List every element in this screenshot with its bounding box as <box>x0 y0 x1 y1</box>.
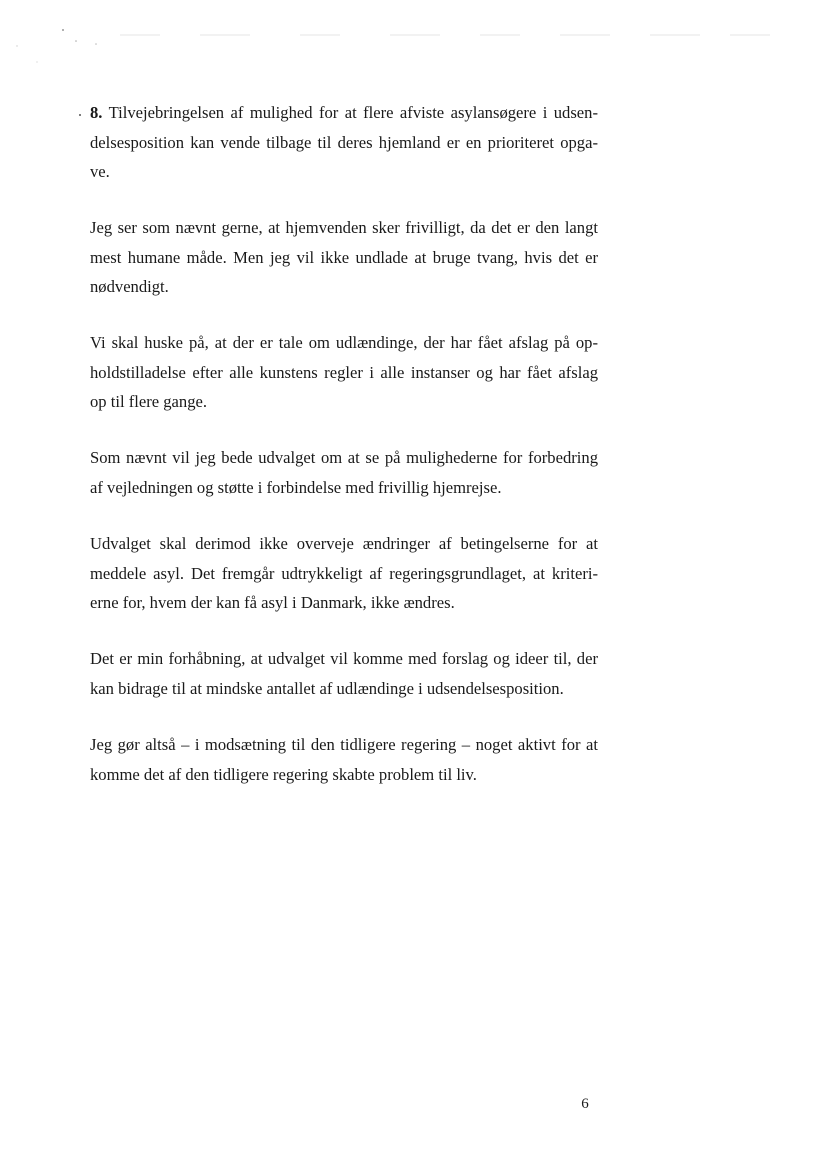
paragraph-line: delsesposition kan vende tilbage til deres hjemland er en prioriteret opga- <box>90 132 598 152</box>
paragraph-line: 8. Tilvejebringelsen af mulighed for at flere afviste asylansøgere i udsen- <box>90 103 598 122</box>
paragraph-line: kan bidrage til at mindske antallet af udlændinge i udsendelsesposition. <box>90 678 564 698</box>
paragraph-1 <box>90 98 598 187</box>
paragraph-line: holdstilladelse efter alle kunstens regler i alle instanser og har fået afslag <box>90 362 598 382</box>
section-number: 8. <box>90 103 103 122</box>
scan-artifacts <box>0 0 826 80</box>
paragraph-7 <box>90 730 598 789</box>
page-number: 6 <box>581 1096 589 1112</box>
paragraph-6 <box>90 644 598 703</box>
paragraph-line: ve. <box>90 162 110 181</box>
paragraph-line: Udvalget skal derimod ikke overveje ændringer af betingelserne for at <box>90 534 598 553</box>
paragraph-5 <box>90 529 598 618</box>
paragraph-line: erne for, hvem der kan få asyl i Danmark, ikke ændres. <box>90 593 455 612</box>
paragraph-line: Jeg gør altså – i modsætning til den tidligere regering – noget aktivt for at <box>90 735 598 754</box>
paragraph-line: op til flere gange. <box>90 392 208 411</box>
stray-mark <box>79 114 81 116</box>
paragraph-line: meddele asyl. Det fremgår udtrykkeligt af regeringsgrundlaget, at kriteri- <box>90 563 598 583</box>
paragraph-line: Jeg ser som nævnt gerne, at hjemvenden sker frivilligt, da det er den langt <box>90 218 598 237</box>
paragraph-line: Som nævnt vil jeg bede udvalget om at se på mulighederne for forbedring <box>90 448 598 467</box>
paragraph-line: nødvendigt. <box>90 277 169 296</box>
paragraph-line: Det er min forhåbning, at udvalget vil komme med forslag og ideer til, der <box>90 649 598 668</box>
paragraph-3 <box>90 328 598 417</box>
paragraph-2 <box>90 213 598 302</box>
paragraph-line: af vejledningen og støtte i forbindelse med frivillig hjemrejse. <box>90 477 502 497</box>
paragraph-4 <box>90 443 598 502</box>
paragraph-line: Vi skal huske på, at der er tale om udlændinge, der har fået afslag på op- <box>90 333 598 352</box>
paragraph-line: mest humane måde. Men jeg vil ikke undlade at bruge tvang, hvis det er <box>90 247 598 267</box>
paragraph-line: komme det af den tidligere regering skabte problem til liv. <box>90 764 477 784</box>
